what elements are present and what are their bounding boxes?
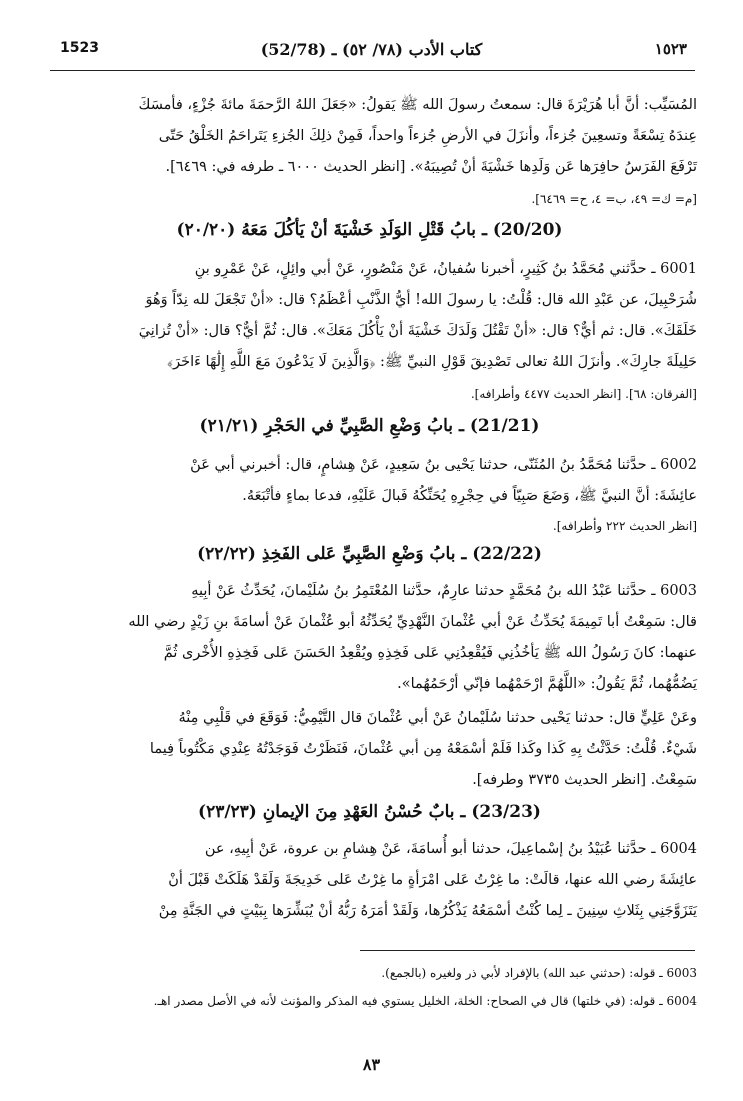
hadith-6003-line-7: سَمِعْتُ. [انظر الحديث ٣٧٣٥ وطرفه].	[472, 772, 697, 788]
footnote-rule	[360, 950, 695, 951]
chapter-21-title: (21/21) ـ بابُ وَضْعِ الصَّبِيِّ في الحَجْرِ (٢١/٢١)	[199, 416, 540, 436]
hadith-6001-line-3: خَلَقَكَ». قال: ثم أيٌّ؟ قال: «أنْ تَقْتُلَ وَلَدَكَ خَشْيَةَ أنْ يَأْكُلَ مَعَكَ». قال: ثُمَّ أيٌّ؟ قال: «أنْ تُزانِيَ	[138, 323, 697, 339]
running-title: كتاب الأدب (٧٨/ ٥٢) ـ (52/78)	[260, 40, 483, 59]
hadith-6001-line-4: حَلِيلَةَ جارِكَ». وأنزَلَ اللهُ تعالى تَصْدِيقَ قَوْلِ النبيِّ ﷺ: ﴿وَالَّذِينَ لَا يَدْعُونَ مَعَ اللَّهِ إِلَٰهًا ءَاخَرَ﴾	[167, 354, 697, 370]
hadith-6001-line-2: شُرَحْبِيلَ، عن عَبْدِ الله قال: قُلْتُ: يا رسولَ الله! أيُّ الذَّنْبِ أعْظَمُ؟ قال: «أنْ تَجْعَلَ لله نِدّاً وَهُوَ	[145, 292, 697, 308]
intro-line-1: المُسَيِّب: أنَّ أبا هُرَيْرَةَ قال: سمعتُ رسولَ الله ﷺ يَقولُ: «جَعَلَ اللهُ الرَّحمَةَ مائةَ جُزْءٍ، فأمسَكَ	[138, 97, 697, 113]
chapter-23-title: (23/23) ـ بابٌ حُسْنُ العَهْدِ مِنَ الإيمانِ (٢٣/٢٣)	[198, 802, 541, 822]
chapter-20-title: (20/20) ـ بابُ قَتْلِ الوَلَدِ خَشْيَةَ أنْ يَأكُلَ مَعَهُ (٢٠/٢٠)	[176, 220, 563, 240]
hadith-6001-ref: [الفرقان: ٦٨]. [انظر الحديث ٤٤٧٧ وأطرافه].	[470, 387, 697, 401]
chapter-22-title: (22/22) ـ بابُ وَضْعِ الصَّبِيِّ عَلى الفَخِذِ (٢٢/٢٢)	[197, 544, 542, 564]
hadith-6003-line-5: وعَنْ عَلِيٍّ قال: حدثنا يَحْيى حدثنا سُلَيْمانُ عَنْ أبي عُثْمانَ قال التَّيْمِيُّ: فَوَقَعَ في قَلْبِي مِنْهُ	[178, 710, 697, 726]
hadith-6004-line-3: يَتَزَوَّجَنِي بِثَلاثِ سِنِينَ ـ لِما كُنْتُ أسْمَعُهُ يَذْكُرُها، وَلَقَدْ أمَرَهُ رَبُّهُ أنْ يُبَشِّرَها بِبَيْتٍ في الجَنَّةِ مِنْ	[158, 903, 697, 919]
hadith-6003-line-4: يَضُمُّهُما، ثُمَّ يَقُولُ: «اللَّهُمَّ ارْحَمْهُما فإنّي أرْحَمُهُما».	[397, 676, 697, 692]
hadith-6003-line-1: 6003 ـ حدَّثنا عَبْدُ الله بنُ مُحَمَّدٍ حدثنا عارِمٌ، حدَّثنا المُعْتَمِرُ بنُ سُلَيْمانَ، يُحَدِّثُ عَنْ أبِيهِ	[191, 583, 697, 599]
page-number-footer: ٨٣	[362, 1055, 381, 1074]
hadith-6003-line-6: شَيْءٌ. قُلْتُ: حَدَّثْتُ بِهِ كَذا وكَذا فَلَمْ أسْمَعْهُ مِن أبي عُثْمانَ، فَنَظَرْتُ فَوَجَدْتُهُ عِنْدِي مَكْتُوباً فِيما	[149, 741, 697, 757]
hadith-6002-line-1: 6002 ـ حدَّثنا مُحَمَّدُ بنُ المُثَنّى، حدثنا يَحْيى بنُ سَعِيدٍ، عَنْ هِشامٍ، قال: أخبرني أبي عَنْ	[190, 457, 697, 473]
header-rule	[50, 70, 695, 71]
footnote-6003: 6003 ـ قوله: (حدثني عبد الله) بالإفراد لأبي ذر ولغيره (بالجمع).	[381, 966, 697, 980]
page-number-arabic: ١٥٢٣	[654, 40, 687, 58]
hadith-6003-line-2: قال: سَمِعْتُ أبا تَمِيمَةَ يُحَدِّثُ عَنْ أبي عُثْمانَ النَّهْدِيِّ يُحَدِّثُهُ أبو عُثْمانَ عَنْ أسامَةَ بنِ زَيْدٍ رضي الله	[128, 614, 697, 630]
hadith-6004-line-2: عائِشَةَ رضي الله عنها، قالَتْ: ما غِرْتُ عَلى امْرَأةٍ ما غِرْتُ عَلى خَدِيجَةَ وَلَقَدْ هَلَكَتْ قَبْلَ أنْ	[168, 872, 697, 888]
footnote-6004: 6004 ـ قوله: (في خلتها) قال في الصحاح: الخلة، الخليل يستوي فيه المذكر والمؤنث لأنه في الأصل مصدر اهـ.	[153, 994, 697, 1008]
intro-line-2: عِندَهُ تِسْعَةً وتسعِينَ جُزءاً، وأنزَلَ في الأرضِ جُزءاً واحداً، فَمِنْ ذلِكَ الجُزءِ يَتَراحَمُ الخَلْقُ حَتّى	[158, 128, 697, 144]
intro-ref: [م= ك= ٤٩، ب= ٤، ح= ٦٤٦٩].	[531, 192, 697, 206]
hadith-6004-line-1: 6004 ـ حدَّثنا عُبَيْدُ بنُ إسْماعِيلَ، حدثنا أبو أُسامَةَ، عَنْ هِشامِ بن عروة، عَنْ أبِيهِ، عن	[204, 841, 697, 857]
hadith-6001-line-1: 6001 ـ حدَّثني مُحَمَّدُ بنُ كَثِيرٍ، أخبرنا سُفيانُ، عَنْ مَنْصُورٍ، عَنْ أبي وائِلٍ، عَنْ عَمْرِو بنِ	[194, 261, 697, 277]
hadith-6003-line-3: عنهما: كانَ رَسُولُ الله ﷺ يَأخُذُنِي فَيُقْعِدُنِي عَلى فَخِذِهِ ويُقْعِدُ الحَسَنَ عَلى فَخِذِهِ الأُخْرى ثُمَّ	[163, 645, 697, 661]
hadith-6002-ref: [انظر الحديث ٢٢٢ وأطرافه].	[552, 519, 697, 533]
intro-line-3: تَرْفَعَ الفَرَسُ حافِرَها عَن وَلَدِها خَشْيَةَ أنْ تُصِيبَهُ». [انظر الحديث ٦٠٠٠ ـ طرفه في: ٦٤٦٩].	[165, 159, 697, 175]
page-number-latin: 1523	[60, 40, 99, 56]
hadith-6002-line-2: عائِشَةَ: أنَّ النبيَّ ﷺ، وَضَعَ صَبِيّاً في حِجْرِهِ يُحَنِّكُهُ فَبالَ عَلَيْهِ، فدعا بماءٍ فأتْبَعَهُ.	[242, 488, 697, 504]
